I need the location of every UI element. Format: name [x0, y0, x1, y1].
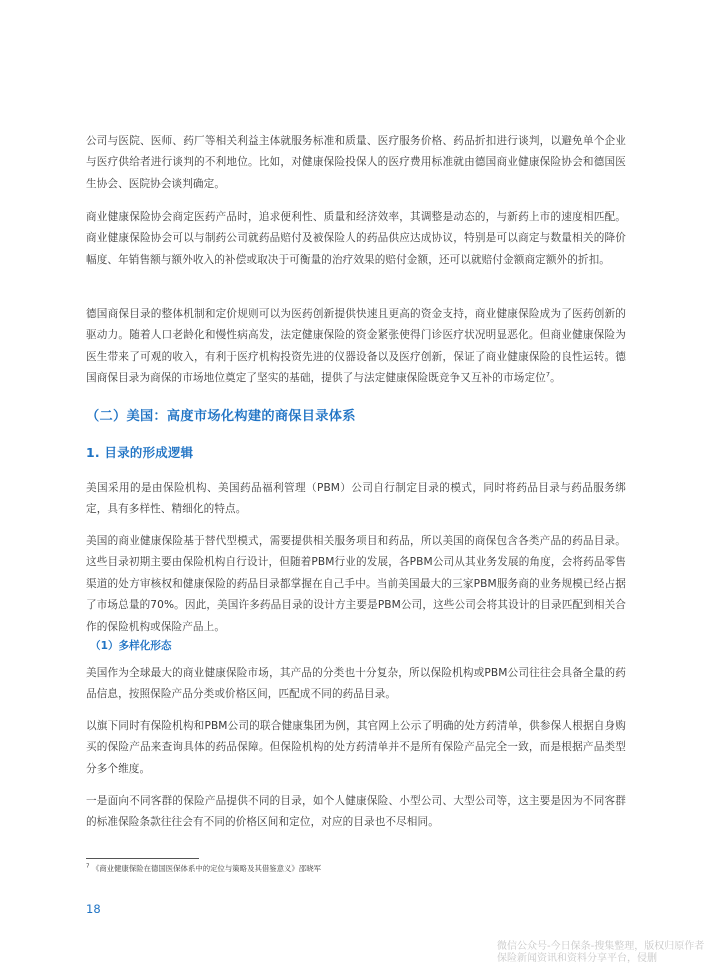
paragraph-germany-mechanism	[86, 304, 626, 390]
watermark-line-1: 微信公众号-今日保条-搜集整理，版权归原作者	[497, 941, 705, 952]
subheading-diversity: （1）多样化形态	[90, 640, 172, 652]
footnote-ref-7: 7	[545, 370, 551, 379]
paragraph-germany-mechanism-text: 德国商保目录的整体机制和定价规则可以为医药创新提供快速且更高的资金支持，商业健康保险成为了医药创新的驱动力。随着人口老龄化和慢性病高发，法定健康保险的资金紧张使得门诊医疗状况明显恶化。但商业健康保险为医生带来了可观的收入，有利于医疗机构投资先进的仪器设备以及医疗创新，保证了商业健康保险的良性运转。德国商保目录为商保的市场地位奠定了坚实的基础，提供了与法定健康保险既竞争又互补的市场定位	[86, 308, 626, 385]
section-heading-usa: （二）美国：高度市场化构建的商保目录体系	[86, 409, 356, 424]
paragraph-association-pricing: 商业健康保险协会商定医药产品时，追求便利性、质量和经济效率，其调整是动态的，与新药上市的速度相匹配。商业健康保险协会可以与制药公司就药品赔付及被保险人的药品供应达成协议，特别是可以商定与数量相关的降价幅度、年销售额与额外收入的补偿或取决于可衡量的治疗效果的赔付金额，还可以就赔付金额商定额外的折扣。	[86, 211, 626, 266]
footnote-text: 《商业健康保险在德国医保体系中的定位与策略及其借鉴意义》邵晓军	[91, 864, 321, 873]
paragraph-usa-pbm: 美国的商业健康保险基于替代型模式，需要提供相关服务项目和药品，所以美国的商保包含各类产品的药品目录。这些目录初期主要由保险机构自行设计，但随着PBM行业的发展，各PBM公司从其业务发展的角度，会将药品零售渠道的处方审核权和健康保险的药品目录都掌握在自己手中。当前美国最大的三家PBM服务商的业务规模已经占据了市场总量的70%。因此，美国许多药品目录的设计方主要是PBM公司，这些公司会将其设计的目录匹配到相关合作的保险机构或保险产品上。	[86, 535, 626, 633]
watermark-line-2: 保险新闻资讯和资料分享平台，侵删	[497, 953, 657, 964]
footnote-number: 7	[86, 863, 90, 870]
footnote	[86, 863, 321, 874]
paragraph-unitedhealth: 以旗下同时有保险机构和PBM公司的联合健康集团为例，其官网上公示了明确的处方药清单，供参保人根据自身购买的保险产品来查询具体的药品保障。但保险机构的处方药清单并不是所有保险产品完全一致，而是根据产品类型分多个维度。	[86, 720, 626, 775]
paragraph-insurance-negotiation: 公司与医院、医师、药厂等相关利益主体就服务标准和质量、医疗服务价格、药品折扣进行谈判，以避免单个企业与医疗供给者进行谈判的不利地位。比如，对健康保险投保人的医疗费用标准就由德国商业健康保险协会和德国医生协会、医院协会谈判确定。	[86, 135, 626, 190]
footnote-divider	[86, 858, 199, 859]
paragraph-usa-model: 美国采用的是由保险机构、美国药品福利管理（PBM）公司自行制定目录的模式，同时将药品目录与药品服务绑定，具有多样性、精细化的特点。	[86, 482, 626, 516]
paragraph-usa-market: 美国作为全球最大的商业健康保险市场，其产品的分类也十分复杂，所以保险机构或PBM公司往往会具备全量的药品信息，按照保险产品分类或价格区间，匹配成不同的药品目录。	[86, 667, 626, 701]
paragraph-customer-groups: 一是面向不同客群的保险产品提供不同的目录，如个人健康保险、小型公司、大型公司等，这主要是因为不同客群的标准保险条款往往会有不同的价格区间和定位，对应的目录也不尽相同。	[86, 795, 626, 829]
subsection-heading-logic: 1. 目录的形成逻辑	[86, 445, 194, 460]
paragraph-germany-mechanism-end: 。	[550, 372, 561, 385]
page-number: 18	[86, 902, 101, 916]
